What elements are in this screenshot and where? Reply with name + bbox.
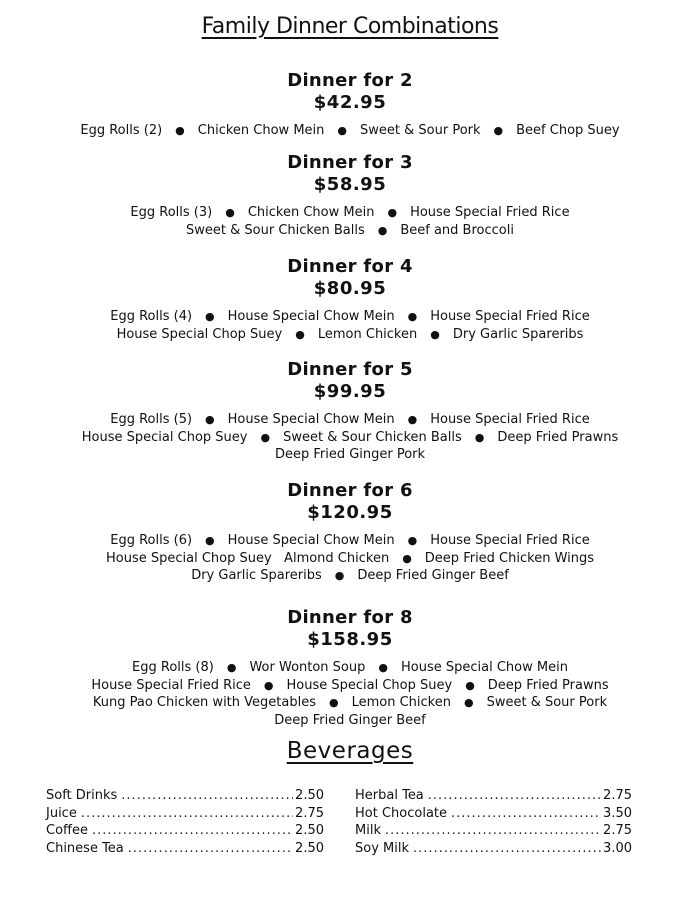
dot-leader: [451, 806, 601, 821]
combo-item: Deep Fried Ginger Beef: [357, 568, 509, 583]
beverage-row: [355, 823, 632, 841]
combo-block: [0, 70, 700, 140]
combo-item: Deep Fried Ginger Pork: [274, 447, 426, 462]
bullet-icon: ●: [175, 124, 185, 137]
beverage-name: Coffee: [46, 823, 88, 838]
combo-item-line: [0, 446, 700, 464]
combo-block: [0, 359, 700, 464]
combo-item: Chicken Chow Mein: [197, 123, 325, 138]
bullet-icon: ●: [407, 534, 418, 547]
dot-leader: [121, 788, 293, 803]
combo-item: Deep Fried Chicken Wings: [424, 550, 595, 566]
combo-price: $42.95: [313, 92, 387, 113]
combo-item-line: [0, 326, 700, 344]
dot-leader: [128, 841, 293, 856]
bullet-icon: ●: [225, 206, 235, 219]
combo-name: Dinner for 8: [287, 607, 413, 628]
combo-price: $58.95: [313, 174, 387, 195]
beverage-price: 2.50: [295, 788, 324, 803]
beverage-price: 2.75: [603, 823, 632, 838]
beverages-title-text: Beverages: [286, 738, 414, 764]
combo-item-line: [0, 550, 700, 568]
beverage-column-left: [46, 788, 324, 858]
bullet-icon: ●: [295, 327, 305, 341]
combo-item: Egg Rolls (4): [110, 309, 193, 324]
combo-item: House Special Fried Rice: [91, 677, 251, 693]
beverage-name: Soft Drinks: [46, 788, 118, 803]
combo-item: Sweet & Sour Chicken Balls: [283, 429, 462, 445]
beverage-price: 3.50: [603, 805, 632, 821]
bullet-icon: ●: [337, 124, 348, 137]
combo-item-line: [0, 659, 700, 677]
combo-item: House Special Chop Suey: [116, 326, 283, 342]
beverage-row: [46, 823, 324, 841]
combo-item: Kung Pao Chicken with Vegetables: [92, 695, 316, 710]
combo-item: House Special Fried Rice: [430, 533, 590, 548]
combo-item: Beef Chop Suey: [516, 123, 620, 138]
combo-item: House Special Chow Mein: [401, 660, 568, 675]
combo-name: Dinner for 5: [287, 359, 413, 380]
bullet-icon: ●: [465, 678, 475, 692]
combo-item-line: [0, 532, 700, 550]
beverage-name: Hot Chocolate: [355, 805, 448, 821]
combo-item: Sweet & Sour Pork: [360, 123, 481, 138]
combo-price: $158.95: [307, 629, 393, 650]
beverage-name: Chinese Tea: [46, 840, 124, 856]
combo-item: Egg Rolls (5): [110, 412, 193, 427]
combo-item-line: [0, 308, 700, 326]
beverage-name: Herbal Tea: [355, 788, 424, 803]
beverage-price: 2.50: [295, 823, 324, 838]
combo-name: Dinner for 3: [287, 152, 413, 173]
bullet-icon: ●: [474, 430, 485, 444]
combo-item-line: [0, 712, 700, 730]
dot-leader: [92, 823, 293, 838]
beverage-column-right: [355, 788, 632, 858]
combo-item: Sweet & Sour Chicken Balls: [186, 222, 365, 238]
combo-price: $99.95: [313, 381, 387, 402]
combo-item: House Special Chop Suey Almond Chicken: [105, 550, 390, 566]
combo-item-line: [0, 411, 700, 429]
combo-block: [0, 607, 700, 729]
combo-price: $80.95: [313, 278, 387, 299]
bullet-icon: ●: [260, 430, 271, 444]
bullet-icon: ●: [387, 206, 398, 219]
combo-item: House Special Chow Mein: [227, 533, 395, 548]
combo-item-line: [0, 429, 700, 447]
combo-item-line: [0, 677, 700, 695]
combo-price: $120.95: [307, 502, 393, 523]
combo-item: Dry Garlic Spareribs: [452, 326, 584, 342]
beverage-price: 3.00: [603, 840, 632, 856]
menu-title-text: Family Dinner Combinations: [201, 14, 499, 39]
beverage-price: 2.50: [295, 840, 324, 856]
beverage-row: [46, 788, 324, 806]
combo-item: House Special Chow Mein: [227, 309, 395, 324]
combo-item: Sweet & Sour Pork: [486, 695, 608, 710]
combo-block: [0, 256, 700, 343]
dot-leader: [81, 806, 293, 821]
combo-item: Chicken Chow Mein: [247, 205, 375, 220]
dot-leader: [428, 788, 601, 803]
combo-item: House Special Chop Suey: [286, 677, 453, 693]
bullet-icon: ●: [334, 569, 345, 582]
combo-item-line: [0, 122, 700, 140]
combo-item: House Special Chop Suey: [81, 429, 248, 445]
bullet-icon: ●: [328, 696, 339, 709]
combo-item: House Special Fried Rice: [430, 412, 590, 427]
dot-leader: [413, 841, 601, 856]
combo-item-line: [0, 222, 700, 240]
beverage-name: Juice: [46, 805, 77, 821]
bullet-icon: ●: [205, 310, 215, 323]
combo-item: Deep Fried Prawns: [487, 677, 609, 693]
dot-leader: [385, 823, 601, 838]
combo-item-line: [0, 204, 700, 222]
combo-item: Egg Rolls (8): [132, 660, 214, 675]
bullet-icon: ●: [463, 696, 474, 709]
combo-item: Egg Rolls (6): [110, 533, 193, 548]
bullet-icon: ●: [377, 223, 388, 237]
combo-item: House Special Chow Mein: [227, 412, 395, 427]
beverage-price: 2.75: [295, 805, 324, 821]
bullet-icon: ●: [493, 124, 504, 137]
combo-block: [0, 152, 700, 239]
beverage-row: [46, 841, 324, 859]
bullet-icon: ●: [263, 678, 274, 692]
bullet-icon: ●: [407, 413, 418, 426]
beverage-name: Soy Milk: [355, 840, 409, 856]
combo-item: Dry Garlic Spareribs: [191, 568, 322, 583]
combo-name: Dinner for 4: [287, 256, 413, 277]
bullet-icon: ●: [407, 310, 418, 323]
combo-item: Egg Rolls (3): [130, 205, 213, 220]
beverage-name: Milk: [355, 823, 381, 838]
combo-item: Egg Rolls (2): [80, 123, 163, 138]
bullet-icon: ●: [205, 534, 215, 547]
combo-item: Lemon Chicken: [351, 695, 451, 710]
combo-name: Dinner for 6: [287, 480, 413, 501]
beverage-row: [355, 788, 632, 806]
combo-item: Wor Wonton Soup: [249, 660, 366, 675]
bullet-icon: ●: [226, 661, 237, 674]
combo-item: Beef and Broccoli: [400, 222, 514, 238]
bullet-icon: ●: [205, 413, 215, 426]
combo-item: House Special Fried Rice: [410, 205, 570, 220]
beverage-row: [46, 806, 324, 824]
combo-name: Dinner for 2: [287, 70, 413, 91]
combo-item-line: [0, 694, 700, 712]
beverage-row: [355, 841, 632, 859]
combo-item: Lemon Chicken: [317, 326, 418, 342]
beverage-row: [355, 806, 632, 824]
beverages-title: [0, 738, 700, 764]
beverage-price: 2.75: [603, 788, 632, 803]
menu-title: [0, 14, 700, 39]
combo-item-line: [0, 567, 700, 585]
bullet-icon: ●: [430, 327, 440, 341]
bullet-icon: ●: [402, 551, 412, 565]
combo-item: House Special Fried Rice: [430, 309, 590, 324]
combo-item: Deep Fried Prawns: [497, 429, 619, 445]
combo-item: Deep Fried Ginger Beef: [274, 712, 426, 728]
combo-block: [0, 480, 700, 585]
bullet-icon: ●: [378, 661, 388, 674]
